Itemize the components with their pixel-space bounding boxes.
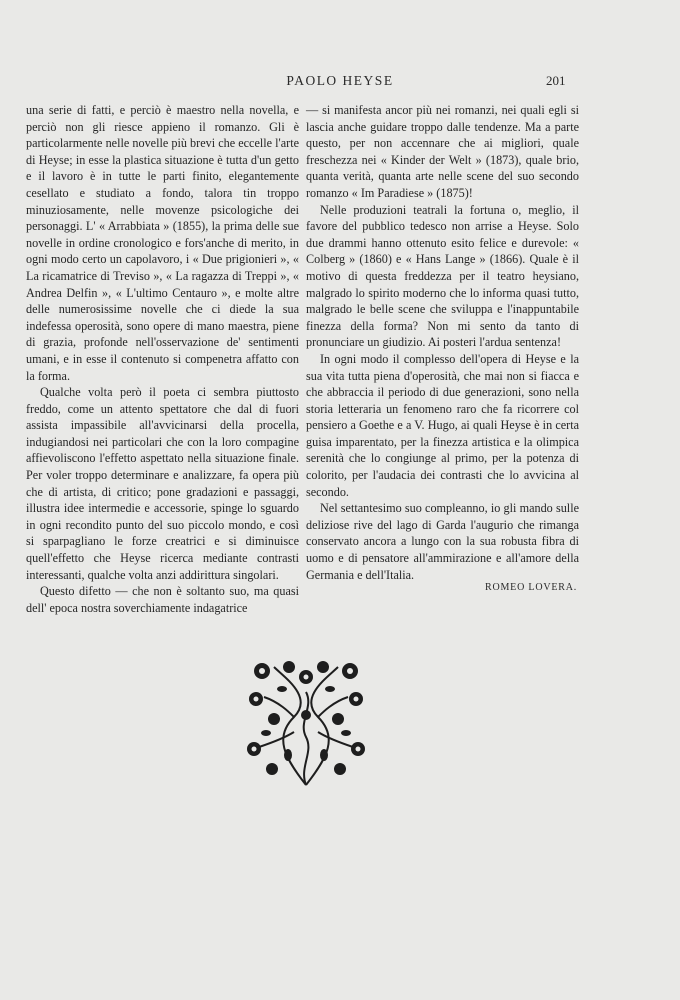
paragraph: Questo difetto — che non è soltanto suo, ma quasi dell' epoca nostra soverchiamente indagatrice [26,584,299,615]
paragraph: Qualche volta però il poeta ci sembra piuttosto freddo, come un attento spettatore che dal di fuori assista impassibile all'avvicinarsi della procella, indugiandosi nei particolari che con la loro compagine affievoliscono l'effetto aspettato nella situazione finale. Per voler troppo determinare e analizzare, fa opera più che di artista, di critico; pone gradazioni e passaggi, illustra idee intermedie e accessorie, spinge lo sguardo in ogni recondito punto del suo piccolo mondo, e così si sparpagliano le forze creatrici e si diminuisce quell'effetto che Heyse ricerca mediante contrasti interessanti, qualche volta anzi addirittura singolari. [26,385,299,582]
paragraph: — si manifesta ancor più nei romanzi, nei quali egli si lascia anche guidare troppo dalle tendenze. Ma a parte questo, per non accennare che ai migliori, quale freschezza nei « Kinder der Welt » (1873), quale brio, quanta verità, quanta arte nelle scene del suo secondo romanzo « Im Paradiese » (1875)! [306,103,579,200]
left-column [26,102,299,616]
paragraph: una serie di fatti, e perciò è maestro nella novella, e perciò non gli riesce appieno il romanzo. Gli è particolarmente nelle novelle più brevi che eccelle l'arte di Heyse; in esse la plastica situazione è tutta d'un getto e il lavoro è in tutte le parti finito, elegantemente cesellato e studiato a fondo, talora tin troppo minuziosamente, nelle movenze psicologiche dei personaggi. L' « Arrabbiata » (1855), la prima delle sue novelle in ordine cronologico e fors'anche di merito, in ogni modo certo un capolavoro, i « Due prigionieri », « La ricamatrice di Treviso », « La ragazza di Treppi », « Andrea Delfin », « L'ultimo Centauro », e molte altre delle numerosissime novelle che ci diede la sua indefessa operosità, sono opere di mano maestra, piene di grazia, profonde nell'osservazione de' sentimenti umani, e in esse il contenuto si compenetra affatto con la forma. [26,103,299,383]
paragraph: In ogni modo il complesso dell'opera di Heyse e la sua vita tutta piena d'operosità, che mai non si fiacca e che abbraccia il periodo di due generazioni, sono nella storia letteraria un fenomeno raro che fa ricorrere col pensiero a Goethe e a V. Hugo, ai quali Heyse è in certa guisa imparentato, per la finezza artistica e la olimpica serenità che lo congiunge al primo, per la potenza di colorito, per l'audacia dei contrasti che lo avvicina al secondo. [306,351,579,499]
author-signature: ROMEO LOVERA. [485,582,578,593]
floral-ornament-icon [244,657,368,787]
paragraph: Nelle produzioni teatrali la fortuna o, meglio, il favore del pubblico tedesco non arrise a Heyse. Solo due drammi hanno ottenuto esito felice e durevole: « Colberg » (1860) e « Hans Lange » (1866). Quale è il motivo di questa freddezza per il teatro heysiano, malgrado lo spirito moderno che lo informa quasi tutto, malgrado le belle scene che sviluppa e l'inappuntabile finezza della forma? Non mi sento da tanto di pronunciare un giudizio. Ai posteri l'ardua sentenza! [306,202,579,350]
right-column [306,102,579,583]
running-header-title: PAOLO HEYSE [286,73,394,88]
page-number: 201 [546,73,566,88]
paragraph: Nel settantesimo suo compleanno, io gli mando sulle deliziose rive del lago di Garda l'augurio che rimanga conservato ancora a lungo con la sua robusta fibra di uomo e di pensatore all'ammirazione e all'amore della Germania e dell'Italia. [306,501,579,582]
